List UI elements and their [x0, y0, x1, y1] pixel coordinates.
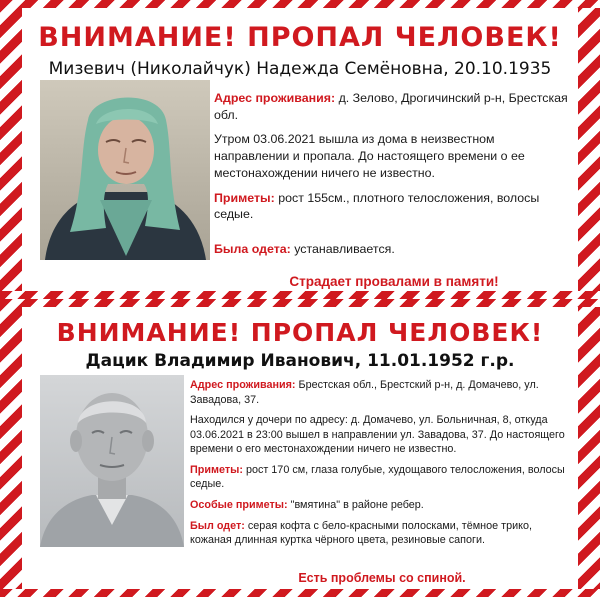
address-text: д. Зелово, Дрогичинский р-н, Брестская обл. [214, 91, 568, 122]
poster-content [22, 8, 578, 291]
person-details [190, 378, 572, 554]
clothes-text: устанавливается. [294, 242, 395, 257]
address-paragraph [214, 90, 570, 123]
warning-footer: Страдает провалами в памяти! [289, 274, 499, 289]
signs-paragraph [190, 463, 572, 492]
signs-paragraph [214, 190, 570, 223]
alert-headline: ВНИМАНИЕ! ПРОПАЛ ЧЕЛОВЕК! [56, 318, 544, 347]
hazard-stripe-bottom [0, 589, 600, 597]
signs-label: Приметы: [214, 190, 275, 205]
hazard-stripe-top [0, 299, 600, 307]
warning-footer: Есть проблемы со спиной. [298, 571, 466, 585]
alert-headline: ВНИМАНИЕ! ПРОПАЛ ЧЕЛОВЕК! [38, 22, 562, 53]
hazard-stripe-left [0, 0, 22, 299]
special-signs-paragraph [190, 498, 572, 513]
person-photo [40, 80, 210, 260]
clothes-label: Была одета: [214, 242, 291, 257]
address-label: Адрес проживания: [190, 379, 296, 391]
missing-person-poster-2 [0, 299, 600, 597]
hazard-stripe-bottom [0, 291, 600, 299]
address-paragraph [190, 378, 572, 407]
elderly-woman-portrait-icon [40, 80, 210, 260]
hazard-stripe-right [578, 299, 600, 597]
poster-content [22, 307, 578, 589]
person-details [214, 90, 570, 266]
clothes-paragraph [190, 519, 572, 548]
hazard-stripe-left [0, 299, 22, 597]
address-text: Брестская обл., Брестский р-н, д. Домачево, ул. Завадова, 37. [190, 379, 539, 406]
person-name: Дацик Владимир Иванович, 11.01.1952 г.р. [85, 351, 515, 371]
clothes-text: серая кофта с бело-красными полосками, тёмное трико, кожаная длинная куртка чёрного цвета, резиновые сапоги. [190, 519, 532, 547]
circumstances-text: Утром 03.06.2021 вышла из дома в неизвестном направлении и пропала. До настоящего времени о ее местонахождении ничего не известно. [214, 132, 525, 180]
hazard-stripe-right [578, 0, 600, 299]
clothes-paragraph [214, 241, 570, 258]
signs-label: Приметы: [190, 463, 243, 476]
signs-text: рост 155см., плотного телосложения, волосы седые. [214, 190, 540, 222]
special-signs-text: "вмятина" в районе ребер. [290, 498, 424, 511]
clothes-label: Был одет: [190, 519, 245, 532]
elderly-man-portrait-icon [40, 375, 184, 547]
special-signs-label: Особые приметы: [190, 498, 288, 511]
signs-text: рост 170 см, глаза голубые, худощавого телосложения, волосы седые. [190, 463, 565, 491]
hazard-stripe-top [0, 0, 600, 8]
person-name: Мизевич (Николайчук) Надежда Семёновна, 20.10.1935 [48, 59, 552, 79]
circumstances-text: Находился у дочери по адресу: д. Домачево, ул. Больничная, 8, откуда 03.06.2021 в 23:00 вышел в направлении ул. Завадова, 37. До настоящего времени о его местонахождении ничего не известно. [190, 414, 565, 456]
person-photo [40, 375, 184, 547]
address-label: Адрес проживания: [214, 91, 336, 105]
